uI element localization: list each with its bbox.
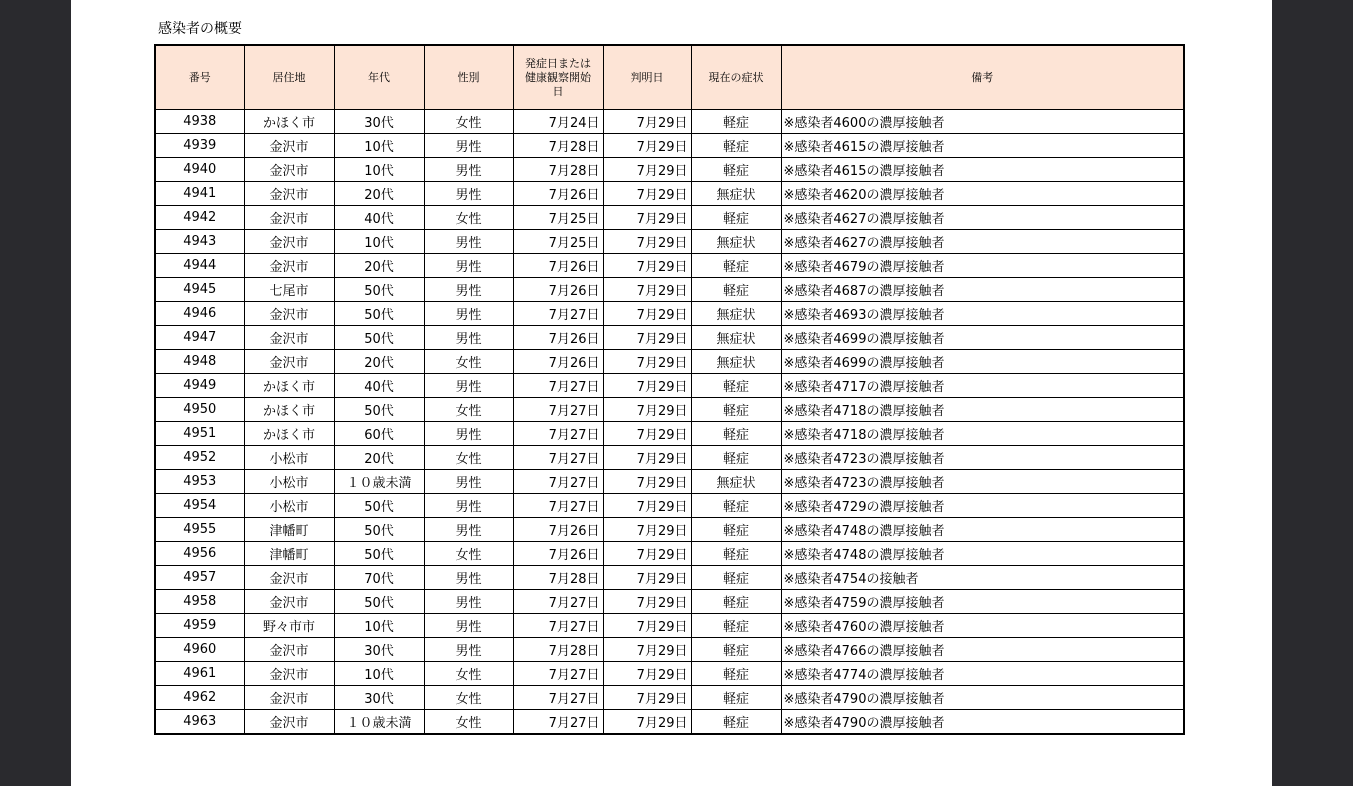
cell-onset-date: 7月27日	[513, 590, 603, 614]
cell-notes: ※感染者4717の濃厚接触者	[781, 374, 1184, 398]
table-row	[155, 302, 1184, 326]
cell-symptoms: 軽症	[691, 374, 781, 398]
cell-onset-date: 7月27日	[513, 614, 603, 638]
cell-number: 4948	[155, 350, 244, 374]
table-row	[155, 134, 1184, 158]
cell-sex: 男性	[424, 182, 513, 206]
cell-confirmed-date: 7月29日	[603, 470, 691, 494]
table-row	[155, 254, 1184, 278]
cell-symptoms: 無症状	[691, 182, 781, 206]
table-row	[155, 374, 1184, 398]
cell-confirmed-date: 7月29日	[603, 446, 691, 470]
cell-age: 10代	[334, 230, 424, 254]
cell-residence: 金沢市	[244, 590, 334, 614]
cell-notes: ※感染者4699の濃厚接触者	[781, 326, 1184, 350]
cell-onset-date: 7月28日	[513, 158, 603, 182]
cell-symptoms: 軽症	[691, 446, 781, 470]
cell-confirmed-date: 7月29日	[603, 518, 691, 542]
cell-sex: 女性	[424, 206, 513, 230]
cell-residence: かほく市	[244, 422, 334, 446]
cell-symptoms: 軽症	[691, 494, 781, 518]
table-row	[155, 494, 1184, 518]
cell-symptoms: 軽症	[691, 638, 781, 662]
cell-confirmed-date: 7月29日	[603, 614, 691, 638]
cell-sex: 男性	[424, 470, 513, 494]
cell-symptoms: 軽症	[691, 158, 781, 182]
cell-number: 4938	[155, 110, 244, 134]
cell-sex: 男性	[424, 638, 513, 662]
cell-sex: 男性	[424, 230, 513, 254]
cell-residence: 金沢市	[244, 566, 334, 590]
header-symptoms: 現在の症状	[691, 45, 781, 110]
cell-notes: ※感染者4627の濃厚接触者	[781, 230, 1184, 254]
cell-confirmed-date: 7月29日	[603, 134, 691, 158]
cell-residence: 津幡町	[244, 542, 334, 566]
cell-onset-date: 7月28日	[513, 638, 603, 662]
cell-age: 40代	[334, 206, 424, 230]
cell-notes: ※感染者4699の濃厚接触者	[781, 350, 1184, 374]
cell-symptoms: 無症状	[691, 230, 781, 254]
cell-confirmed-date: 7月29日	[603, 422, 691, 446]
cell-sex: 男性	[424, 518, 513, 542]
cell-symptoms: 軽症	[691, 134, 781, 158]
cell-notes: ※感染者4790の濃厚接触者	[781, 686, 1184, 710]
cell-sex: 男性	[424, 302, 513, 326]
cell-number: 4957	[155, 566, 244, 590]
table-row	[155, 542, 1184, 566]
cell-age: 20代	[334, 254, 424, 278]
cell-residence: 金沢市	[244, 302, 334, 326]
cell-age: 60代	[334, 422, 424, 446]
cell-residence: 金沢市	[244, 254, 334, 278]
cell-onset-date: 7月28日	[513, 134, 603, 158]
cell-number: 4960	[155, 638, 244, 662]
table-row	[155, 110, 1184, 134]
cell-onset-date: 7月26日	[513, 326, 603, 350]
cell-age: 50代	[334, 278, 424, 302]
cell-notes: ※感染者4774の濃厚接触者	[781, 662, 1184, 686]
cell-residence: 金沢市	[244, 662, 334, 686]
cell-residence: 金沢市	[244, 326, 334, 350]
cell-number: 4953	[155, 470, 244, 494]
cell-onset-date: 7月27日	[513, 398, 603, 422]
document-page	[71, 0, 1272, 786]
cell-residence: 津幡町	[244, 518, 334, 542]
cell-confirmed-date: 7月29日	[603, 566, 691, 590]
header-notes: 備考	[781, 45, 1184, 110]
cell-onset-date: 7月26日	[513, 350, 603, 374]
cell-age: 20代	[334, 446, 424, 470]
cell-residence: 金沢市	[244, 686, 334, 710]
cell-notes: ※感染者4687の濃厚接触者	[781, 278, 1184, 302]
cell-confirmed-date: 7月29日	[603, 326, 691, 350]
cell-notes: ※感染者4748の濃厚接触者	[781, 518, 1184, 542]
header-age: 年代	[334, 45, 424, 110]
cell-residence: かほく市	[244, 110, 334, 134]
cell-residence: 野々市市	[244, 614, 334, 638]
cell-sex: 女性	[424, 662, 513, 686]
cell-number: 4946	[155, 302, 244, 326]
cell-notes: ※感染者4790の濃厚接触者	[781, 710, 1184, 735]
cell-number: 4942	[155, 206, 244, 230]
header-sex: 性別	[424, 45, 513, 110]
table-row	[155, 158, 1184, 182]
cell-sex: 女性	[424, 686, 513, 710]
cell-sex: 女性	[424, 542, 513, 566]
cell-notes: ※感染者4620の濃厚接触者	[781, 182, 1184, 206]
cell-symptoms: 無症状	[691, 470, 781, 494]
cell-notes: ※感染者4679の濃厚接触者	[781, 254, 1184, 278]
table-header-row	[155, 45, 1184, 110]
table-row	[155, 590, 1184, 614]
cell-number: 4940	[155, 158, 244, 182]
cell-number: 4959	[155, 614, 244, 638]
cell-notes: ※感染者4760の濃厚接触者	[781, 614, 1184, 638]
cell-onset-date: 7月25日	[513, 230, 603, 254]
cell-number: 4962	[155, 686, 244, 710]
cell-notes: ※感染者4615の濃厚接触者	[781, 134, 1184, 158]
header-residence: 居住地	[244, 45, 334, 110]
cell-symptoms: 無症状	[691, 302, 781, 326]
table-row	[155, 662, 1184, 686]
cell-symptoms: 軽症	[691, 518, 781, 542]
cell-age: 10代	[334, 134, 424, 158]
table-row	[155, 686, 1184, 710]
table-row	[155, 278, 1184, 302]
cell-residence: 金沢市	[244, 230, 334, 254]
cell-symptoms: 軽症	[691, 614, 781, 638]
cell-onset-date: 7月26日	[513, 254, 603, 278]
cell-symptoms: 無症状	[691, 326, 781, 350]
cell-onset-date: 7月27日	[513, 470, 603, 494]
cell-age: 40代	[334, 374, 424, 398]
cell-notes: ※感染者4759の濃厚接触者	[781, 590, 1184, 614]
cell-age: 20代	[334, 182, 424, 206]
cell-sex: 男性	[424, 494, 513, 518]
cell-confirmed-date: 7月29日	[603, 278, 691, 302]
table-row	[155, 566, 1184, 590]
cell-age: 10代	[334, 662, 424, 686]
cell-notes: ※感染者4729の濃厚接触者	[781, 494, 1184, 518]
cell-number: 4958	[155, 590, 244, 614]
cell-age: 70代	[334, 566, 424, 590]
cell-confirmed-date: 7月29日	[603, 302, 691, 326]
cell-age: 30代	[334, 110, 424, 134]
cell-residence: 金沢市	[244, 206, 334, 230]
cell-symptoms: 軽症	[691, 710, 781, 735]
cell-number: 4961	[155, 662, 244, 686]
cell-notes: ※感染者4748の濃厚接触者	[781, 542, 1184, 566]
cell-confirmed-date: 7月29日	[603, 158, 691, 182]
cell-notes: ※感染者4627の濃厚接触者	[781, 206, 1184, 230]
cell-onset-date: 7月27日	[513, 710, 603, 735]
cell-onset-date: 7月28日	[513, 566, 603, 590]
cell-sex: 男性	[424, 158, 513, 182]
cell-residence: 七尾市	[244, 278, 334, 302]
cell-notes: ※感染者4693の濃厚接触者	[781, 302, 1184, 326]
cell-confirmed-date: 7月29日	[603, 638, 691, 662]
cell-age: 10代	[334, 614, 424, 638]
cell-symptoms: 軽症	[691, 398, 781, 422]
cell-number: 4949	[155, 374, 244, 398]
cell-number: 4947	[155, 326, 244, 350]
cell-number: 4954	[155, 494, 244, 518]
cell-symptoms: 軽症	[691, 590, 781, 614]
cell-residence: 金沢市	[244, 638, 334, 662]
cases-table	[154, 44, 1185, 735]
cell-number: 4956	[155, 542, 244, 566]
cell-confirmed-date: 7月29日	[603, 374, 691, 398]
cell-sex: 女性	[424, 710, 513, 735]
cell-notes: ※感染者4754の接触者	[781, 566, 1184, 590]
cell-number: 4943	[155, 230, 244, 254]
cell-symptoms: 軽症	[691, 542, 781, 566]
cell-residence: かほく市	[244, 398, 334, 422]
cell-age: 50代	[334, 398, 424, 422]
cell-onset-date: 7月27日	[513, 302, 603, 326]
cell-confirmed-date: 7月29日	[603, 710, 691, 735]
cell-number: 4955	[155, 518, 244, 542]
cell-confirmed-date: 7月29日	[603, 254, 691, 278]
cell-onset-date: 7月25日	[513, 206, 603, 230]
table-row	[155, 446, 1184, 470]
cell-residence: 金沢市	[244, 134, 334, 158]
cell-symptoms: 軽症	[691, 422, 781, 446]
table-row	[155, 614, 1184, 638]
header-confirmed-date: 判明日	[603, 45, 691, 110]
cell-number: 4963	[155, 710, 244, 735]
cell-confirmed-date: 7月29日	[603, 494, 691, 518]
cell-age: 50代	[334, 494, 424, 518]
header-number: 番号	[155, 45, 244, 110]
cell-sex: 男性	[424, 590, 513, 614]
header-onset-date: 発症日または健康観察開始日	[513, 45, 603, 110]
cell-notes: ※感染者4723の濃厚接触者	[781, 470, 1184, 494]
cell-age: １０歳未満	[334, 470, 424, 494]
cell-onset-date: 7月27日	[513, 662, 603, 686]
cell-number: 4951	[155, 422, 244, 446]
table-row	[155, 398, 1184, 422]
cell-sex: 男性	[424, 374, 513, 398]
cell-confirmed-date: 7月29日	[603, 206, 691, 230]
table-row	[155, 206, 1184, 230]
cell-residence: 金沢市	[244, 182, 334, 206]
cell-age: 50代	[334, 302, 424, 326]
cell-notes: ※感染者4600の濃厚接触者	[781, 110, 1184, 134]
cell-number: 4945	[155, 278, 244, 302]
table-row	[155, 182, 1184, 206]
cell-sex: 男性	[424, 422, 513, 446]
cell-symptoms: 軽症	[691, 566, 781, 590]
cell-symptoms: 軽症	[691, 686, 781, 710]
cell-onset-date: 7月27日	[513, 446, 603, 470]
cell-onset-date: 7月27日	[513, 374, 603, 398]
table-row	[155, 518, 1184, 542]
cell-residence: 金沢市	[244, 350, 334, 374]
cell-confirmed-date: 7月29日	[603, 686, 691, 710]
cell-residence: 金沢市	[244, 158, 334, 182]
cell-onset-date: 7月27日	[513, 422, 603, 446]
cell-onset-date: 7月27日	[513, 494, 603, 518]
cell-number: 4944	[155, 254, 244, 278]
cell-age: 20代	[334, 350, 424, 374]
cell-sex: 女性	[424, 350, 513, 374]
cell-number: 4939	[155, 134, 244, 158]
cell-symptoms: 軽症	[691, 662, 781, 686]
cell-confirmed-date: 7月29日	[603, 398, 691, 422]
cell-onset-date: 7月26日	[513, 278, 603, 302]
cell-residence: 金沢市	[244, 710, 334, 735]
cell-sex: 男性	[424, 254, 513, 278]
table-row	[155, 422, 1184, 446]
cell-age: 30代	[334, 686, 424, 710]
cell-symptoms: 軽症	[691, 254, 781, 278]
cell-notes: ※感染者4723の濃厚接触者	[781, 446, 1184, 470]
table-row	[155, 326, 1184, 350]
cell-age: 50代	[334, 542, 424, 566]
cell-residence: 小松市	[244, 494, 334, 518]
cell-number: 4952	[155, 446, 244, 470]
cell-notes: ※感染者4766の濃厚接触者	[781, 638, 1184, 662]
cell-sex: 男性	[424, 614, 513, 638]
table-row	[155, 350, 1184, 374]
section-title: 感染者の概要	[158, 21, 242, 37]
cell-number: 4941	[155, 182, 244, 206]
cell-sex: 男性	[424, 134, 513, 158]
cell-sex: 女性	[424, 446, 513, 470]
cell-onset-date: 7月27日	[513, 686, 603, 710]
cell-onset-date: 7月24日	[513, 110, 603, 134]
cell-sex: 男性	[424, 566, 513, 590]
cell-number: 4950	[155, 398, 244, 422]
cell-onset-date: 7月26日	[513, 182, 603, 206]
cell-onset-date: 7月26日	[513, 542, 603, 566]
table-row	[155, 470, 1184, 494]
cell-confirmed-date: 7月29日	[603, 230, 691, 254]
table-row	[155, 710, 1184, 735]
cell-symptoms: 無症状	[691, 350, 781, 374]
cell-confirmed-date: 7月29日	[603, 542, 691, 566]
cell-sex: 男性	[424, 278, 513, 302]
cell-age: 50代	[334, 518, 424, 542]
cell-confirmed-date: 7月29日	[603, 350, 691, 374]
cell-age: １０歳未満	[334, 710, 424, 735]
cell-confirmed-date: 7月29日	[603, 590, 691, 614]
cell-confirmed-date: 7月29日	[603, 182, 691, 206]
cell-age: 30代	[334, 638, 424, 662]
cell-symptoms: 軽症	[691, 206, 781, 230]
table-row	[155, 230, 1184, 254]
cell-symptoms: 軽症	[691, 278, 781, 302]
table-row	[155, 638, 1184, 662]
cell-sex: 男性	[424, 326, 513, 350]
cell-notes: ※感染者4615の濃厚接触者	[781, 158, 1184, 182]
cell-sex: 女性	[424, 398, 513, 422]
cell-confirmed-date: 7月29日	[603, 662, 691, 686]
cell-notes: ※感染者4718の濃厚接触者	[781, 422, 1184, 446]
cell-onset-date: 7月26日	[513, 518, 603, 542]
cell-age: 50代	[334, 590, 424, 614]
cell-confirmed-date: 7月29日	[603, 110, 691, 134]
cell-sex: 女性	[424, 110, 513, 134]
cell-age: 10代	[334, 158, 424, 182]
cell-notes: ※感染者4718の濃厚接触者	[781, 398, 1184, 422]
cell-symptoms: 軽症	[691, 110, 781, 134]
cell-residence: 小松市	[244, 446, 334, 470]
cell-residence: 小松市	[244, 470, 334, 494]
cell-residence: かほく市	[244, 374, 334, 398]
cell-age: 50代	[334, 326, 424, 350]
